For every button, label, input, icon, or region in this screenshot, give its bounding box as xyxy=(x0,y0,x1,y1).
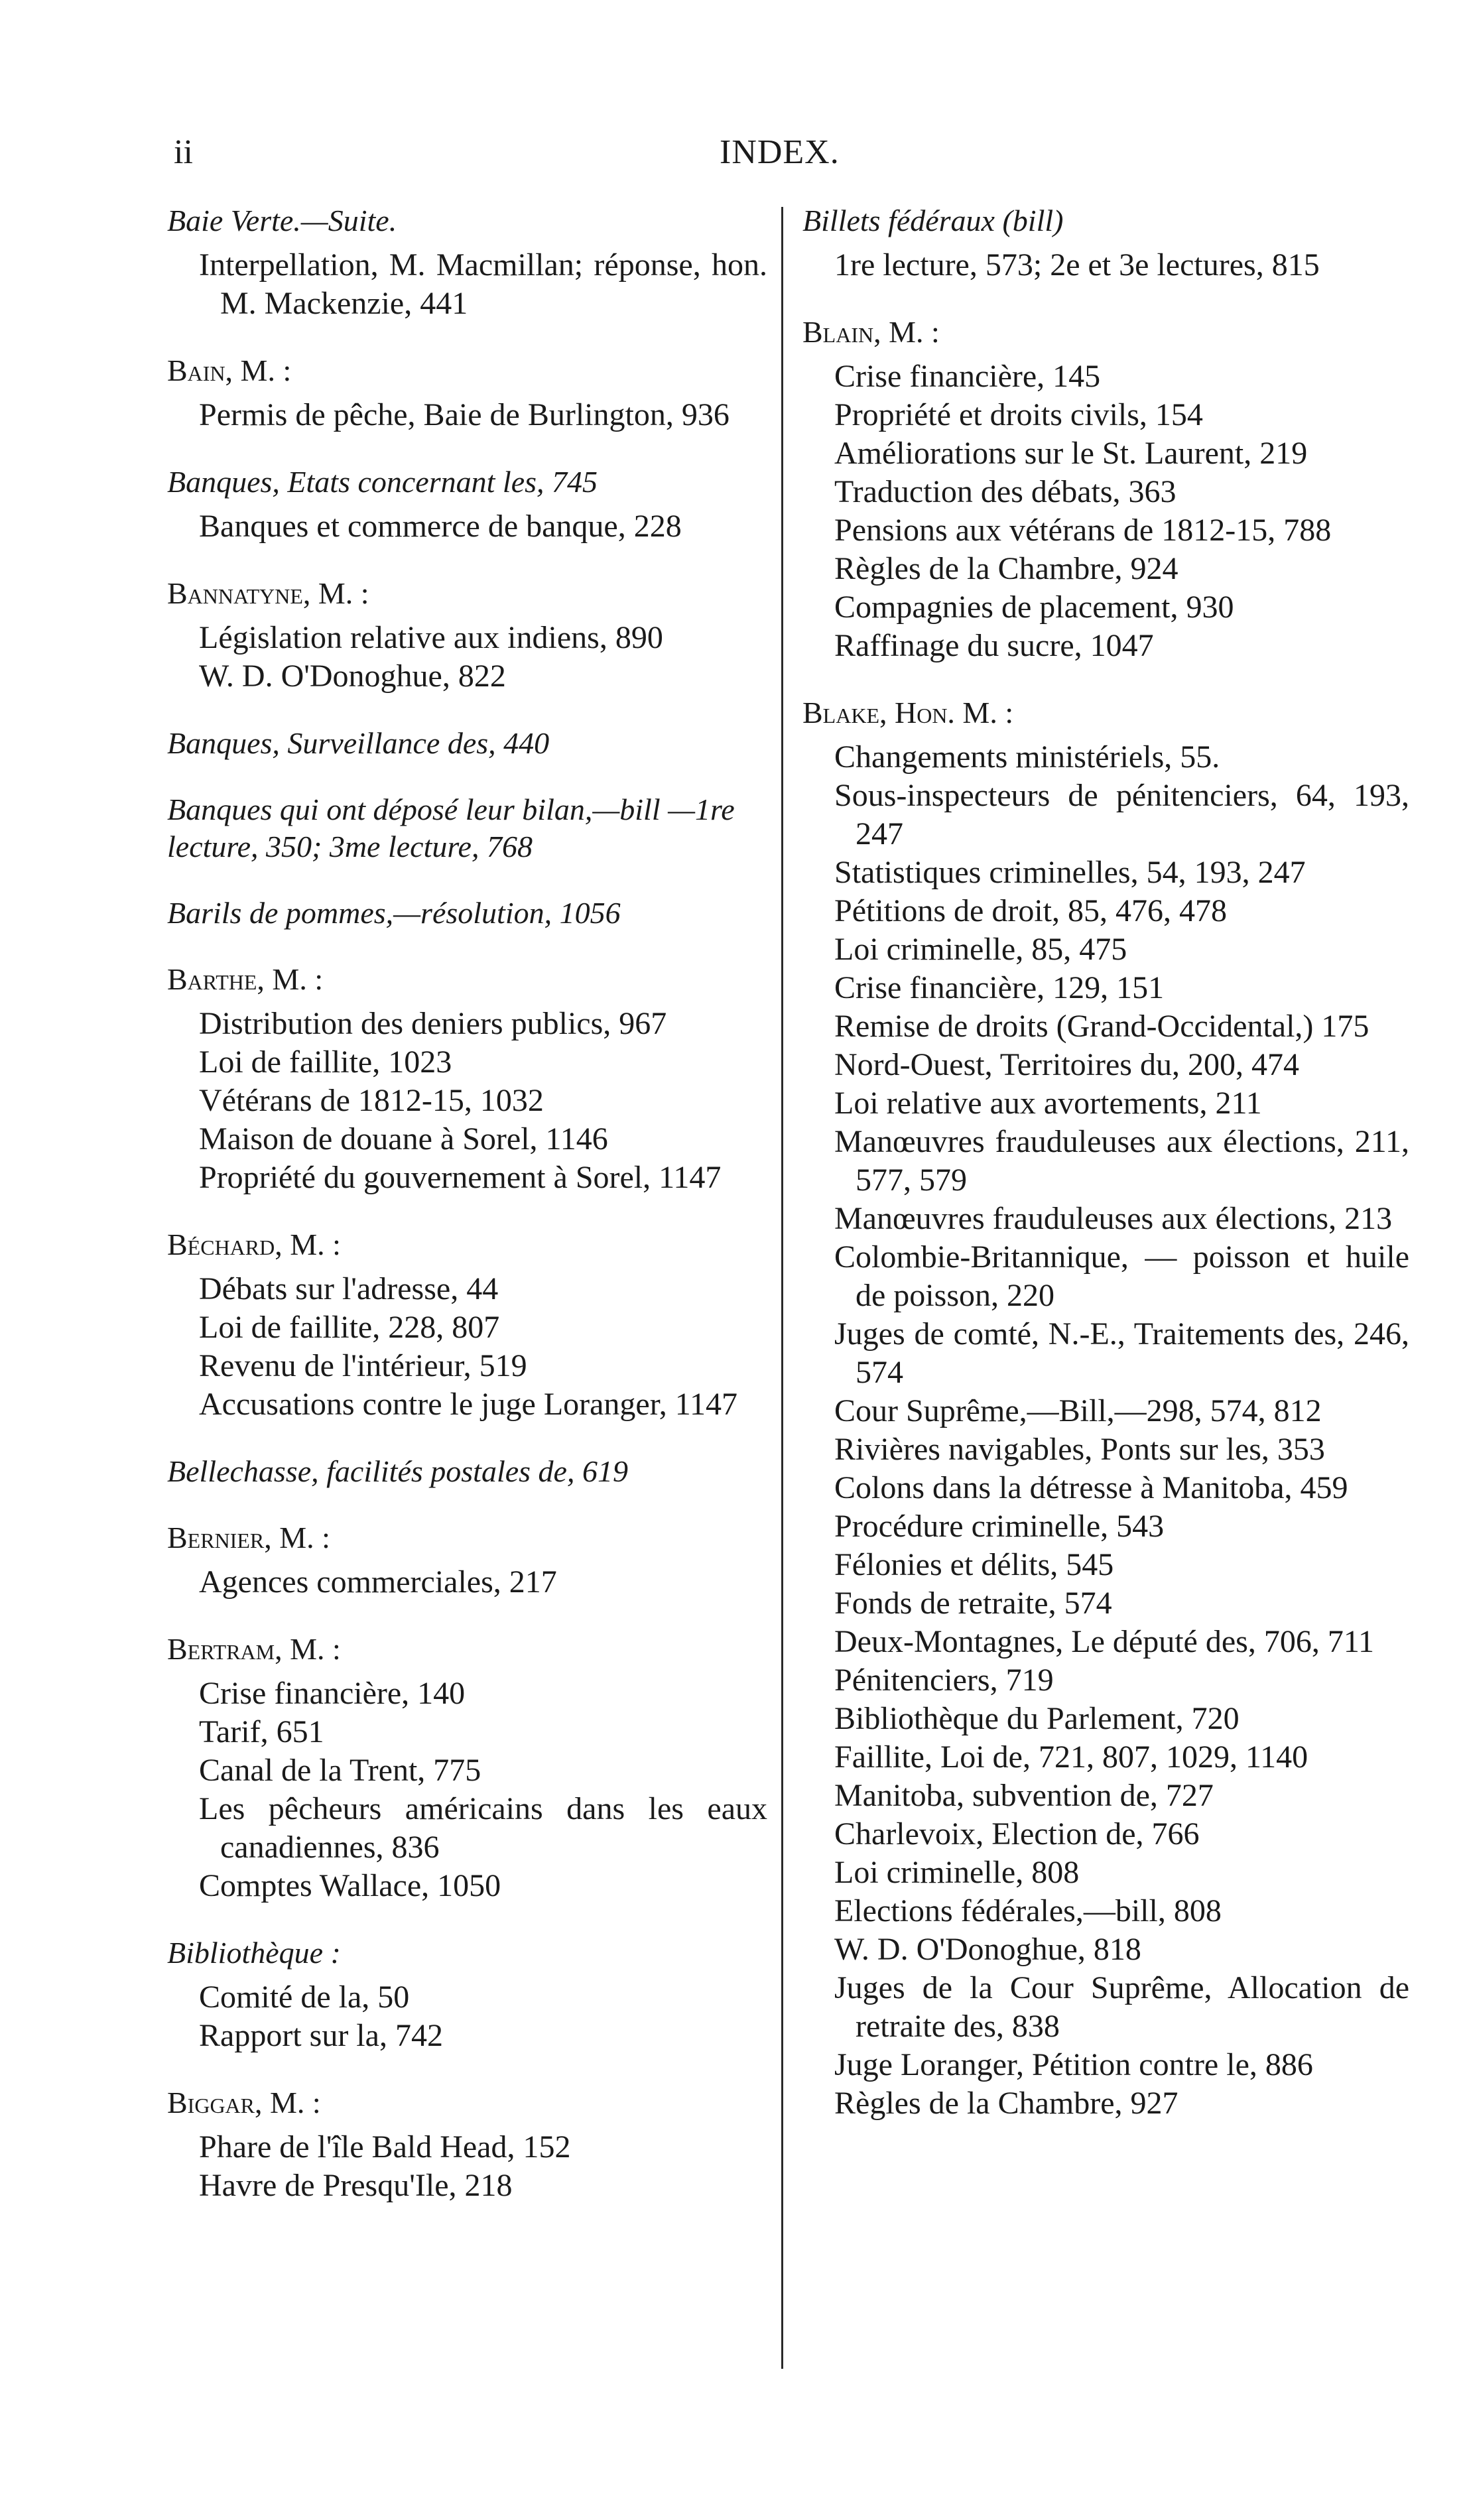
index-entry: Compagnies de placement, 930 xyxy=(834,590,1234,625)
index-entry: Loi criminelle, 808 xyxy=(834,1855,1080,1890)
index-section xyxy=(167,464,767,546)
member-heading: Béchard, M. : xyxy=(167,1228,341,1261)
subject-heading: Banques, Etats concernant les, 745 xyxy=(167,465,598,499)
index-entry: Vétérans de 1812-15, 1032 xyxy=(199,1083,544,1118)
index-section xyxy=(802,694,1409,2123)
index-entry: Loi relative aux avortements, 211 xyxy=(834,1086,1262,1121)
index-entry: Règles de la Chambre, 924 xyxy=(834,551,1178,586)
entry-list xyxy=(802,357,1409,665)
index-section xyxy=(167,791,767,865)
index-entry: Colombie-Britannique, — poisson et huile de poisson, 220 xyxy=(834,1239,1409,1313)
subject-heading: Banques, Surveillance des, 440 xyxy=(167,726,550,760)
entry-list xyxy=(167,246,767,323)
index-entry: Canal de la Trent, 775 xyxy=(199,1753,481,1788)
index-entry: Cour Suprême,—Bill,—298, 574, 812 xyxy=(834,1393,1322,1428)
index-entry: Rivières navigables, Ponts sur les, 353 xyxy=(834,1432,1325,1467)
index-section xyxy=(167,1226,767,1424)
subject-heading: Baie Verte.—Suite. xyxy=(167,204,397,237)
index-section xyxy=(167,725,767,762)
member-heading: Blain, M. : xyxy=(802,315,940,349)
index-entry: Colons dans la détresse à Manitoba, 459 xyxy=(834,1470,1348,1505)
index-entry: Nord-Ouest, Territoires du, 200, 474 xyxy=(834,1047,1299,1082)
index-entry: Loi de faillite, 228, 807 xyxy=(199,1310,500,1345)
entry-list xyxy=(167,1978,767,2055)
index-entry: Pétitions de droit, 85, 476, 478 xyxy=(834,893,1227,928)
index-entry: Juge Loranger, Pétition contre le, 886 xyxy=(834,2047,1313,2082)
index-entry: Permis de pêche, Baie de Burlington, 936 xyxy=(199,397,730,432)
index-section xyxy=(167,1934,767,2055)
subject-heading: Barils de pommes,—résolution, 1056 xyxy=(167,896,621,930)
index-section xyxy=(167,1453,767,1490)
index-entry: Crise financière, 140 xyxy=(199,1676,466,1711)
index-entry: W. D. O'Donoghue, 822 xyxy=(199,659,506,694)
index-entry: Pensions aux vétérans de 1812-15, 788 xyxy=(834,513,1332,548)
index-entry: Propriété du gouvernement à Sorel, 1147 xyxy=(199,1160,722,1195)
member-heading: Bain, M. : xyxy=(167,353,292,387)
index-section xyxy=(802,202,1409,284)
index-entry: Comité de la, 50 xyxy=(199,1980,410,2015)
entry-list xyxy=(167,619,767,696)
entry-list xyxy=(802,246,1409,284)
index-entry: 1re lecture, 573; 2e et 3e lectures, 815 xyxy=(834,247,1320,283)
index-entry: Débats sur l'adresse, 44 xyxy=(199,1271,499,1306)
member-heading: Bannatyne, M. : xyxy=(167,576,369,610)
index-entry: Juges de la Cour Suprême, Allocation de retraite des, 838 xyxy=(834,1970,1409,2044)
index-entry: Législation relative aux indiens, 890 xyxy=(199,620,663,655)
column-divider xyxy=(781,207,783,2369)
running-title: INDEX. xyxy=(720,133,840,171)
index-entry: Phare de l'île Bald Head, 152 xyxy=(199,2129,571,2165)
index-entry: Propriété et droits civils, 154 xyxy=(834,397,1203,432)
index-entry: Améliorations sur le St. Laurent, 219 xyxy=(834,436,1308,471)
index-entry: Loi de faillite, 1023 xyxy=(199,1044,452,1080)
entry-list xyxy=(167,1005,767,1197)
index-entry: Félonies et délits, 545 xyxy=(834,1547,1114,1582)
index-entry: Elections fédérales,—bill, 808 xyxy=(834,1893,1222,1928)
subject-heading: Banques qui ont déposé leur bilan,—bill —1re lecture, 350; 3me lecture, 768 xyxy=(167,792,735,863)
index-section xyxy=(167,1519,767,1602)
index-entry: W. D. O'Donoghue, 818 xyxy=(834,1932,1141,1967)
entry-list xyxy=(167,507,767,546)
index-entry: Raffinage du sucre, 1047 xyxy=(834,628,1154,663)
index-section xyxy=(167,2084,767,2205)
index-entry: Revenu de l'intérieur, 519 xyxy=(199,1348,527,1383)
entry-list xyxy=(802,738,1409,2123)
index-column-right xyxy=(802,202,1409,2152)
index-entry: Juges de comté, N.-E., Traitements des, 246, 574 xyxy=(834,1316,1409,1390)
entry-list xyxy=(167,1563,767,1602)
member-heading: Barthe, M. : xyxy=(167,962,324,996)
entry-list xyxy=(167,1674,767,1905)
page-number: ii xyxy=(174,133,193,171)
entry-list xyxy=(167,1270,767,1424)
index-section xyxy=(167,352,767,434)
index-entry: Bibliothèque du Parlement, 720 xyxy=(834,1701,1240,1736)
subject-heading: Bellechasse, facilités postales de, 619 xyxy=(167,1454,628,1488)
member-heading: Bertram, M. : xyxy=(167,1632,341,1666)
index-entry: Interpellation, M. Macmillan; réponse, hon. M. Mackenzie, 441 xyxy=(199,247,767,321)
entry-list xyxy=(167,396,767,434)
index-entry: Procédure criminelle, 543 xyxy=(834,1509,1165,1544)
index-entry: Remise de droits (Grand-Occidental,) 175 xyxy=(834,1009,1369,1044)
index-section xyxy=(802,314,1409,665)
index-entry: Pénitenciers, 719 xyxy=(834,1663,1054,1698)
index-entry: Crise financière, 145 xyxy=(834,359,1101,394)
index-entry: Comptes Wallace, 1050 xyxy=(199,1868,501,1903)
index-entry: Statistiques criminelles, 54, 193, 247 xyxy=(834,855,1306,890)
index-section xyxy=(167,1631,767,1905)
entry-list xyxy=(167,2128,767,2205)
index-entry: Faillite, Loi de, 721, 807, 1029, 1140 xyxy=(834,1739,1308,1775)
index-entry: Manitoba, subvention de, 727 xyxy=(834,1778,1214,1813)
index-entry: Accusations contre le juge Loranger, 1147 xyxy=(199,1387,738,1422)
index-entry: Sous-inspecteurs de pénitenciers, 64, 193, 247 xyxy=(834,778,1409,851)
member-heading: Bernier, M. : xyxy=(167,1521,330,1554)
index-entry: Agences commerciales, 217 xyxy=(199,1564,557,1600)
index-entry: Charlevoix, Election de, 766 xyxy=(834,1816,1200,1852)
index-section xyxy=(167,895,767,932)
index-entry: Rapport sur la, 742 xyxy=(199,2018,443,2053)
subject-heading: Billets fédéraux (bill) xyxy=(802,204,1064,237)
index-entry: Tarif, 651 xyxy=(199,1714,324,1749)
index-entry: Manœuvres frauduleuses aux élections, 211, 577, 579 xyxy=(834,1124,1409,1198)
index-entry: Distribution des deniers publics, 967 xyxy=(199,1006,667,1041)
index-entry: Havre de Presqu'Ile, 218 xyxy=(199,2168,513,2203)
member-heading: Blake, Hon. M. : xyxy=(802,696,1014,729)
index-section xyxy=(167,575,767,696)
index-entry: Crise financière, 129, 151 xyxy=(834,970,1165,1005)
index-entry: Deux-Montagnes, Le député des, 706, 711 xyxy=(834,1624,1375,1659)
index-entry: Manœuvres frauduleuses aux élections, 213 xyxy=(834,1201,1393,1236)
index-section xyxy=(167,202,767,323)
index-entry: Changements ministériels, 55. xyxy=(834,739,1220,775)
page-header xyxy=(0,0,1463,199)
index-entry: Règles de la Chambre, 927 xyxy=(834,2086,1178,2121)
subject-heading: Bibliothèque : xyxy=(167,1936,341,1970)
index-entry: Loi criminelle, 85, 475 xyxy=(834,932,1127,967)
index-entry: Banques et commerce de banque, 228 xyxy=(199,509,682,544)
member-heading: Biggar, M. : xyxy=(167,2086,321,2119)
index-entry: Traduction des débats, 363 xyxy=(834,474,1177,509)
index-entry: Fonds de retraite, 574 xyxy=(834,1586,1112,1621)
index-section xyxy=(167,961,767,1197)
index-entry: Maison de douane à Sorel, 1146 xyxy=(199,1121,608,1157)
index-column-left xyxy=(167,202,767,2234)
index-entry: Les pêcheurs américains dans les eaux canadiennes, 836 xyxy=(199,1791,767,1865)
